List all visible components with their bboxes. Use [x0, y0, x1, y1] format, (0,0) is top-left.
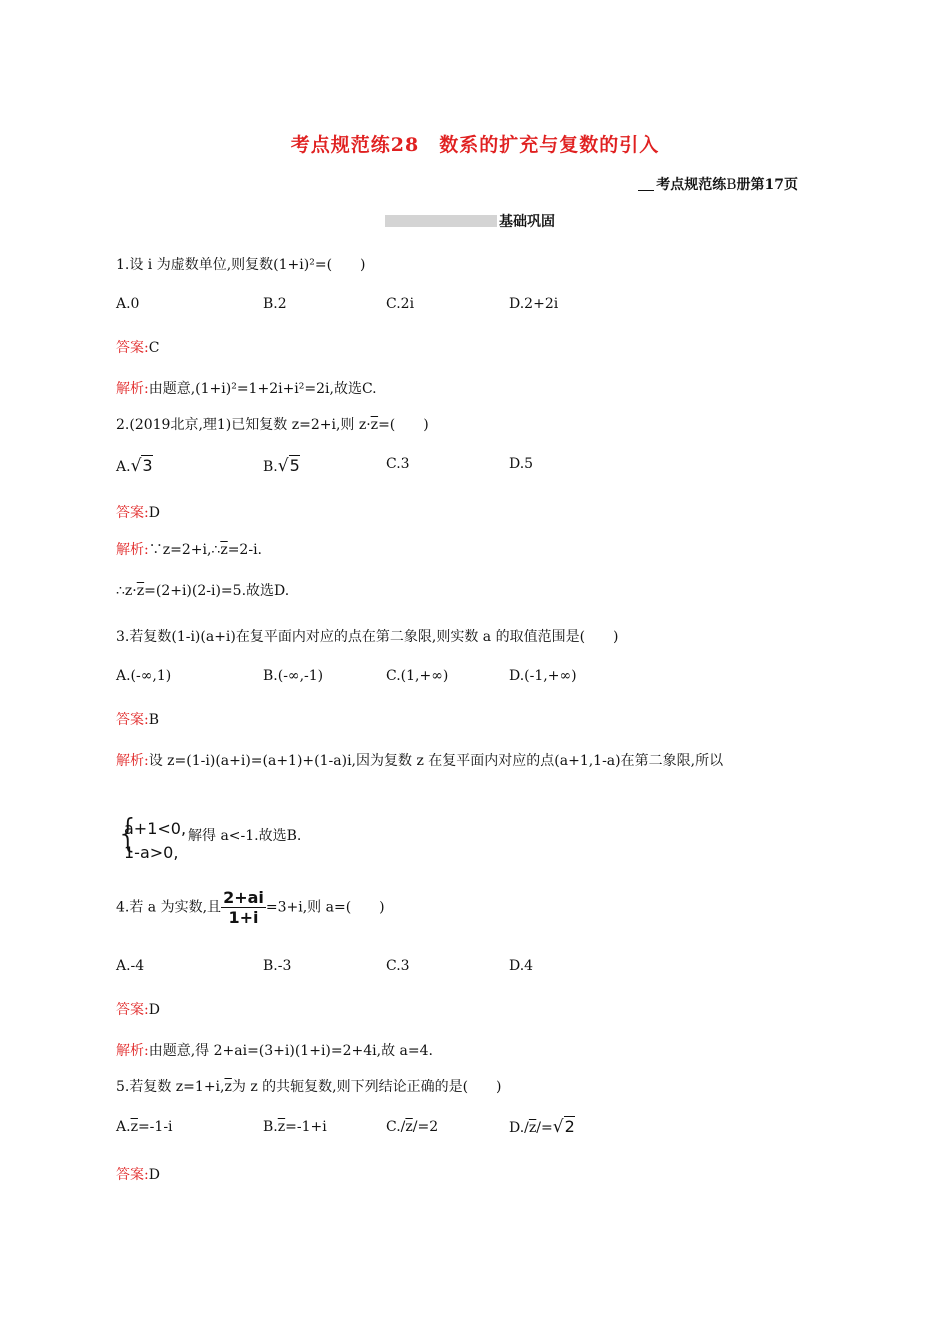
q5-option-b: $B.\overline{z}=-1+i$ — [263, 1119, 327, 1135]
system-row-1: a+1<0, — [124, 819, 187, 838]
q5-option-a: $A.\overline{z}=-1-i$ — [116, 1119, 173, 1135]
question-1-stem: 1.设 i 为虚数单位,则复数(1+i)²=( ) — [116, 257, 366, 273]
left-brace: { — [116, 811, 141, 855]
q2-option-d: D.5 — [509, 456, 534, 472]
q5-option-c: $C./\overline{z}/=2$ — [386, 1119, 439, 1135]
q1-option-a: A.0 — [116, 296, 140, 312]
q2-option-c: C.3 — [386, 456, 410, 472]
system-row-2: 1-a>0, — [124, 843, 179, 862]
q3-analysis: 解析:设 z=(1-i)(a+i)=(a+1)+(1-a)i,因为复数 z 在复平面内对应的点(a+1,1-a)在第二象限,所以 — [116, 753, 724, 769]
q5-option-d: $D./\overline{z}/=√2$ — [509, 1117, 575, 1137]
q2-answer: 答案:D — [116, 505, 160, 521]
system-conclusion: 解得 a<-1.故选B. — [188, 828, 302, 844]
q3-option-b: B.(-∞,-1) — [263, 668, 324, 684]
q4-analysis: 解析:由题意,得 2+ai=(3+i)(1+i)=2+4i,故 a=4. — [116, 1043, 433, 1059]
sqrt-sign: √ — [130, 456, 142, 476]
q2-analysis-line2: $\therefore z\cdot\overline{z}=(2+i)(2-i)=5$.故选D. — [116, 583, 290, 599]
fraction: $\frac{2+ai}{1+i}$ — [223, 888, 264, 927]
q3-option-a: A.(-∞,1) — [116, 668, 172, 684]
book-reference: 考点规范练B册第17页 — [638, 174, 798, 194]
question-4-stem: 4.若 a 为实数,且 $\frac{2+ai}{1+i}$ =3+i,则 a=( ) — [116, 888, 385, 927]
q5-answer: 答案:D — [116, 1167, 160, 1183]
q1-analysis: 解析:由题意,(1+i)²=1+2i+i²=2i,故选C. — [116, 381, 377, 397]
q3-option-c: C.(1,+∞) — [386, 668, 449, 684]
question-5-stem: 5.若复数 $z=1+i,\overline{z}$为 z 的共轭复数,则下列结论正确的是( ) — [116, 1079, 502, 1095]
sqrt-sign: √ — [552, 1117, 564, 1137]
q2-analysis: 解析$:\because z=2+i,\therefore\overline{z}=2-i$. — [116, 542, 262, 558]
q3-answer: 答案:B — [116, 712, 160, 728]
q2-option-a: A.√3 — [116, 456, 153, 476]
q2-option-b: B.√5 — [263, 456, 300, 476]
q1-option-d: D.2+2i — [509, 296, 559, 312]
q1-option-c: C.2i — [386, 296, 415, 312]
q1-option-b: B.2 — [263, 296, 287, 312]
underline-blank — [638, 190, 654, 191]
q3-option-d: D.(-1,+∞) — [509, 668, 577, 684]
q4-option-c: C.3 — [386, 958, 410, 974]
section-heading: 基础巩固 — [385, 211, 555, 231]
question-2-stem: 2.(2019北京,理1)已知复数 z=2+i,则 $z\cdot\overline{z}=$( ) — [116, 417, 429, 433]
question-3-stem: 3.若复数(1-i)(a+i)在复平面内对应的点在第二象限,则实数 a 的取值范围是( ) — [116, 629, 619, 645]
page-title: 考点规范练28 数系的扩充与复数的引入 — [290, 134, 660, 156]
q4-option-d: D.4 — [509, 958, 534, 974]
section-bar — [385, 215, 497, 227]
sqrt-sign: √ — [277, 456, 289, 476]
q4-option-a: A.-4 — [116, 958, 145, 974]
q4-answer: 答案:D — [116, 1002, 160, 1018]
q4-option-b: B.-3 — [263, 958, 292, 974]
q1-answer: 答案:C — [116, 340, 160, 356]
